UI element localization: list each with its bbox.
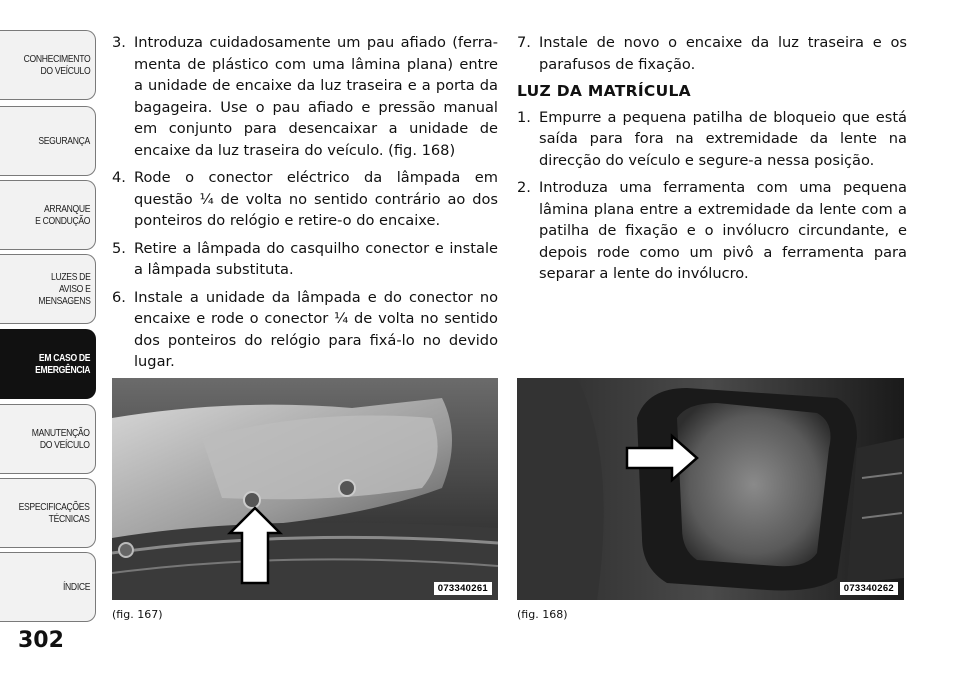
tail-lamp-housing-illustration: [112, 378, 498, 600]
list-item: [112, 167, 498, 232]
tab-conhecimento-do-veiculo[interactable]: CONHECIMENTO DO VEÍCULO: [0, 30, 96, 100]
right-column: [517, 32, 907, 291]
license-lamp-lens-illustration: [517, 378, 904, 600]
figure-167-photo: [112, 378, 498, 600]
tab-em-caso-de-emergencia[interactable]: EM CASO DE EMERGÊNCIA: [0, 329, 96, 399]
tab-seguranca[interactable]: SEGURANÇA: [0, 106, 96, 176]
step-number: 1.: [517, 108, 531, 126]
step-text: Introduza uma ferramenta com uma pequena lâmina plana entre a extremidade da lente com a patilha de fixação e o invólucro circundante, e depois rode como um pivô a ferramenta para separar a lente do invólucro.: [539, 179, 907, 282]
figure-code: 073340262: [840, 582, 898, 595]
page-number: 302: [18, 628, 64, 653]
step-number: 6.: [112, 288, 126, 306]
tab-manutencao-do-veiculo[interactable]: MANUTENÇÃO DO VEÍCULO: [0, 404, 96, 474]
list-item: [517, 177, 907, 285]
step-text: Introduza cuidadosamente um pau afiado (ferramenta de plástico com uma lâmina plana) entre a unidade de encaixe da luz traseira e a porta da bagageira. Use o pau afiado e pressão manual em conjunto para desencaixar a unidade de encaixe da luz traseira do veículo. (fig. 168): [134, 34, 498, 159]
tab-arranque-e-conducao[interactable]: ARRANQUE E CONDUÇÃO: [0, 180, 96, 250]
step-text: Empurre a pequena patilha de bloqueio que está saída para fora na extremidade da lente na direcção do veículo e segure-a nessa posição.: [539, 108, 907, 169]
step-number: 7.: [517, 34, 531, 51]
left-column: [112, 32, 498, 379]
step-text: Instale a unidade da lâmpada e do conector no encaixe e rode o conector ¼ de volta no sentido dos ponteiros do relógio para fixá-lo no devido lugar.: [134, 288, 498, 370]
list-item: [517, 107, 907, 172]
step-number: 5.: [112, 239, 126, 257]
figure-caption: (fig. 168): [517, 608, 568, 621]
tab-luzes-de-aviso[interactable]: LUZES DE AVISO E MENSAGENS: [0, 254, 96, 324]
step-text: Instale de novo o encaixe da luz traseira e os parafusos de fixação.: [539, 34, 907, 73]
list-item: [517, 32, 907, 75]
step-text: Retire a lâmpada do casquilho conector e instale a lâmpada substituta.: [134, 239, 498, 278]
figure-caption: (fig. 167): [112, 608, 163, 621]
list-item: [112, 32, 498, 161]
tab-especificacoes-tecnicas[interactable]: ESPECIFICAÇÕES TÉCNICAS: [0, 478, 96, 548]
chapter-tabs: [0, 0, 100, 640]
section-heading: LUZ DA MATRÍCULA: [517, 82, 691, 100]
figure-168-photo: [517, 378, 904, 600]
step-number: 4.: [112, 169, 126, 186]
list-item: [112, 287, 498, 373]
step-text: Rode o conector eléctrico da lâmpada em questão ¼ de volta no sentido contrário ao dos ponteiros do relógio e retire-o do encaixe.: [134, 169, 498, 229]
tab-indice[interactable]: ÍNDICE: [0, 552, 96, 622]
step-number: 2.: [517, 179, 531, 196]
figure-code: 073340261: [434, 582, 492, 595]
step-number: 3.: [112, 34, 126, 51]
list-item: [112, 238, 498, 281]
